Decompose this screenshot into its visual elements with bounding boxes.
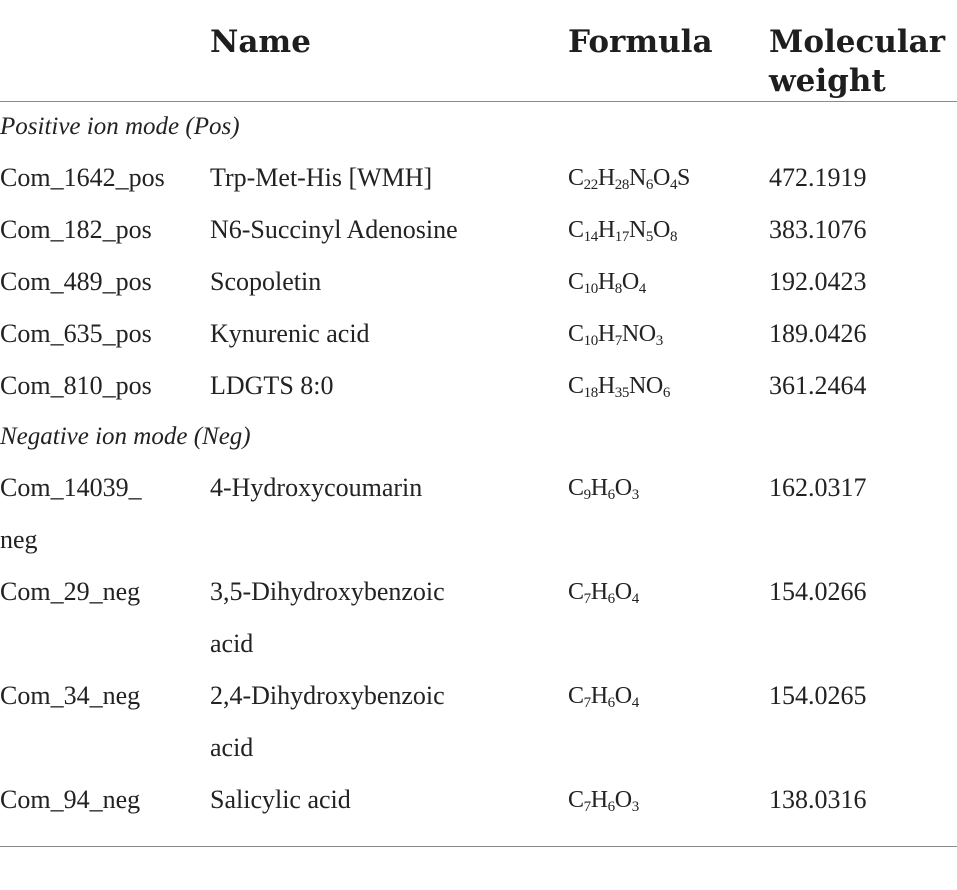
table-row bbox=[0, 670, 957, 774]
compound-name bbox=[210, 462, 568, 566]
compound-name bbox=[210, 152, 568, 204]
compound-formula bbox=[568, 256, 769, 308]
formula-count: 3 bbox=[631, 487, 639, 503]
compound-name-line: acid bbox=[210, 733, 254, 762]
formula-count: 18 bbox=[583, 385, 598, 401]
compound-id-line: Com_29_neg bbox=[0, 577, 141, 606]
formula-element: S bbox=[677, 165, 690, 191]
formula-count: 7 bbox=[614, 333, 622, 349]
formula-element: C bbox=[568, 165, 584, 191]
compound-name bbox=[210, 256, 568, 308]
formula-count: 28 bbox=[614, 177, 629, 193]
header-id bbox=[0, 0, 210, 102]
molecular-weight: 472.1919 bbox=[769, 163, 867, 192]
compound-id-line: Com_182_pos bbox=[0, 215, 152, 244]
compound-id bbox=[0, 566, 210, 670]
formula-element: C bbox=[568, 373, 584, 399]
compound-id bbox=[0, 360, 210, 412]
compound-id bbox=[0, 256, 210, 308]
compound-name-line: 2,4-Dihydroxybenzoic bbox=[210, 681, 445, 710]
molecular-weight: 189.0426 bbox=[769, 319, 867, 348]
compound-id-line: Com_34_neg bbox=[0, 681, 141, 710]
formula-count: 8 bbox=[669, 229, 678, 245]
table-row bbox=[0, 152, 957, 204]
header-formula: Formula bbox=[568, 0, 769, 102]
section-label: Positive ion mode (Pos) bbox=[0, 113, 240, 140]
formula-element: H bbox=[597, 373, 615, 399]
formula-count: 6 bbox=[607, 695, 615, 711]
molecular-weight: 162.0317 bbox=[769, 473, 867, 502]
formula-element: O bbox=[653, 217, 670, 243]
compound-name-line: N6-Succinyl Adenosine bbox=[210, 215, 458, 244]
compound-name bbox=[210, 308, 568, 360]
compound-id bbox=[0, 308, 210, 360]
compound-id-line: Com_94_neg bbox=[0, 785, 141, 814]
formula-element: O bbox=[621, 269, 639, 295]
formula-element: H bbox=[597, 269, 615, 295]
formula-element: H bbox=[597, 165, 615, 191]
compound-formula bbox=[568, 566, 769, 670]
formula-element: C bbox=[568, 683, 584, 709]
formula-element: H bbox=[590, 579, 608, 605]
section-label: Negative ion mode (Neg) bbox=[0, 423, 251, 450]
compound-id-line: Com_14039_ bbox=[0, 473, 142, 502]
formula-element: H bbox=[597, 321, 615, 347]
formula-count: 17 bbox=[614, 229, 629, 245]
molecular-weight: 383.1076 bbox=[769, 215, 867, 244]
compound-formula bbox=[568, 360, 769, 412]
section-row bbox=[0, 102, 957, 153]
compound-name-line: Salicylic acid bbox=[210, 785, 351, 814]
formula-count: 4 bbox=[669, 177, 678, 193]
formula-element: O bbox=[614, 683, 632, 709]
table-row bbox=[0, 256, 957, 308]
compound-formula bbox=[568, 670, 769, 774]
formula-count: 6 bbox=[607, 591, 615, 607]
table-row bbox=[0, 462, 957, 566]
compound-name bbox=[210, 670, 568, 774]
formula-element: C bbox=[568, 787, 584, 813]
formula-element: H bbox=[590, 683, 608, 709]
formula-count: 6 bbox=[662, 385, 670, 401]
compound-name bbox=[210, 204, 568, 256]
formula-count: 5 bbox=[645, 229, 653, 245]
formula-element: C bbox=[568, 321, 584, 347]
compound-id-line: Com_635_pos bbox=[0, 319, 152, 348]
compound-name bbox=[210, 566, 568, 670]
table-row bbox=[0, 566, 957, 670]
compound-id-line: Com_810_pos bbox=[0, 371, 152, 400]
formula-element: N bbox=[621, 321, 639, 347]
molecular-weight: 138.0316 bbox=[769, 774, 957, 847]
table-row bbox=[0, 308, 957, 360]
formula-element: H bbox=[590, 787, 608, 813]
formula-count: 10 bbox=[583, 333, 598, 349]
formula-count: 4 bbox=[638, 281, 646, 297]
header-molecular-weight bbox=[769, 0, 957, 102]
compound-name-line: 4-Hydroxycoumarin bbox=[210, 473, 423, 502]
formula-count: 6 bbox=[607, 487, 615, 503]
table-body bbox=[0, 102, 957, 847]
formula-count: 35 bbox=[614, 385, 629, 401]
formula-count: 10 bbox=[583, 281, 598, 297]
header-mw-line2: weight bbox=[769, 63, 886, 99]
table-row bbox=[0, 774, 957, 847]
formula-element: O bbox=[614, 475, 632, 501]
formula-element: H bbox=[597, 217, 615, 243]
table-row bbox=[0, 360, 957, 412]
compound-name-line: Trp-Met-His [WMH] bbox=[210, 163, 433, 192]
formula-count: 4 bbox=[631, 591, 639, 607]
compound-id-line: neg bbox=[0, 525, 38, 554]
formula-count: 6 bbox=[645, 177, 653, 193]
compound-name-line: LDGTS 8:0 bbox=[210, 371, 334, 400]
formula-element: O bbox=[653, 165, 670, 191]
header-row bbox=[0, 0, 957, 102]
formula-element: C bbox=[568, 269, 584, 295]
compound-name bbox=[210, 774, 568, 847]
formula-count: 4 bbox=[631, 695, 639, 711]
compound-id bbox=[0, 152, 210, 204]
formula-element: H bbox=[590, 475, 608, 501]
compound-id bbox=[0, 774, 210, 847]
header-name: Name bbox=[210, 0, 568, 102]
molecular-weight: 361.2464 bbox=[769, 371, 867, 400]
formula-count: 3 bbox=[655, 333, 663, 349]
formula-count: 14 bbox=[583, 229, 598, 245]
molecular-weight: 154.0265 bbox=[769, 681, 867, 710]
formula-count: 7 bbox=[583, 591, 591, 607]
formula-element: O bbox=[614, 579, 632, 605]
table-row bbox=[0, 204, 957, 256]
compound-name bbox=[210, 360, 568, 412]
compound-formula bbox=[568, 774, 769, 847]
header-mw-line1: Molecular bbox=[769, 24, 946, 60]
compound-id-line: Com_489_pos bbox=[0, 267, 152, 296]
formula-count: 9 bbox=[583, 487, 591, 503]
formula-element: O bbox=[645, 373, 663, 399]
formula-count: 6 bbox=[607, 799, 615, 815]
molecular-weight: 192.0423 bbox=[769, 267, 867, 296]
section-row bbox=[0, 412, 957, 462]
formula-element: O bbox=[638, 321, 656, 347]
compound-formula bbox=[568, 308, 769, 360]
compound-id bbox=[0, 670, 210, 774]
compound-id bbox=[0, 462, 210, 566]
compound-name-line: Scopoletin bbox=[210, 267, 322, 296]
formula-element: N bbox=[628, 165, 646, 191]
formula-count: 22 bbox=[583, 177, 598, 193]
formula-element: C bbox=[568, 475, 584, 501]
formula-element: N bbox=[628, 373, 646, 399]
compound-formula bbox=[568, 462, 769, 566]
formula-count: 7 bbox=[583, 695, 591, 711]
compound-name-line: 3,5-Dihydroxybenzoic bbox=[210, 577, 445, 606]
compound-name-line: Kynurenic acid bbox=[210, 319, 370, 348]
formula-count: 8 bbox=[614, 281, 622, 297]
table-header bbox=[0, 0, 957, 102]
formula-element: C bbox=[568, 579, 584, 605]
compound-name-line: acid bbox=[210, 629, 254, 658]
compound-id-line: Com_1642_pos bbox=[0, 163, 165, 192]
compound-id bbox=[0, 204, 210, 256]
formula-count: 3 bbox=[631, 799, 639, 815]
formula-element: N bbox=[628, 217, 646, 243]
formula-element: C bbox=[568, 217, 584, 243]
compound-formula bbox=[568, 204, 769, 256]
formula-count: 7 bbox=[583, 799, 591, 815]
molecular-weight: 154.0266 bbox=[769, 577, 867, 606]
compound-formula bbox=[568, 152, 769, 204]
formula-element: O bbox=[614, 787, 632, 813]
